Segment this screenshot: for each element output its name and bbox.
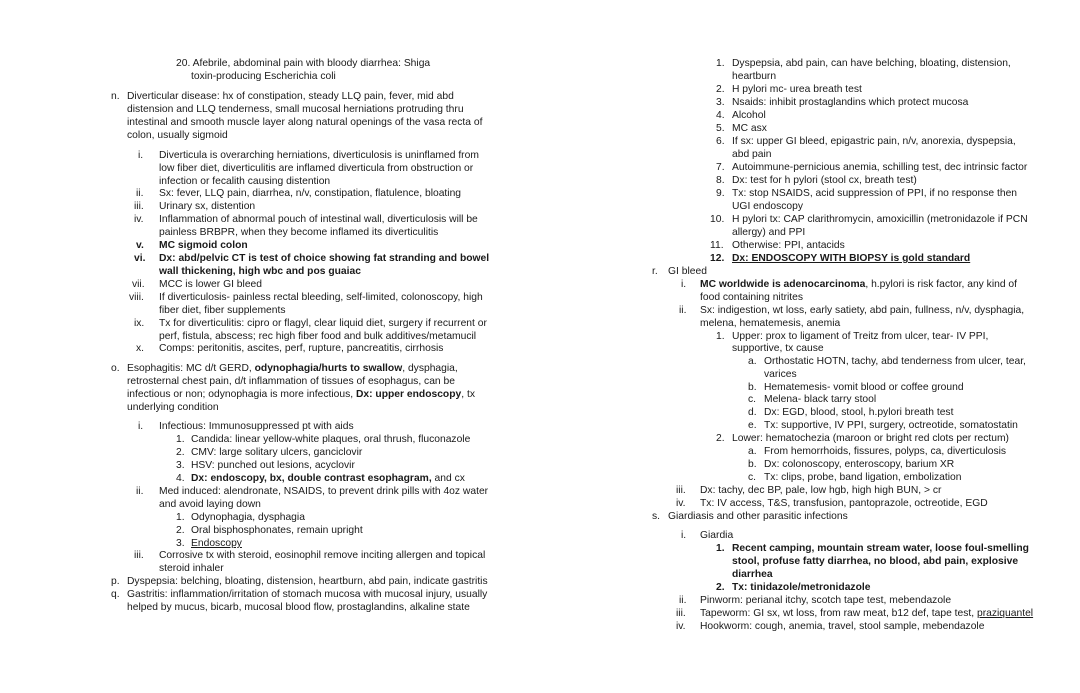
section-s-marker: s.	[652, 511, 661, 522]
n-ix-marker: ix.	[134, 318, 145, 329]
gastritis-line-2: helped by mucus, bicarb, mucosal blood flow, prostaglandins, alkaline state	[127, 602, 470, 613]
upper-line-2: supportive, tx cause	[732, 343, 824, 354]
gi-bleed-title: GI bleed	[668, 266, 707, 277]
tapeworm-line: Tapeworm: GI sx, wt loss, from raw meat, b12 def, tape test, praziquantel	[700, 608, 1034, 619]
giardia-1-marker: 1.	[716, 543, 725, 554]
n-v-marker: v.	[136, 240, 144, 251]
o-ii-line-2: and avoid laying down	[159, 499, 261, 510]
lower-b-marker: b.	[748, 459, 757, 470]
r-iv-line: Tx: IV access, T&S, transfusion, pantoprazole, octreotide, EGD	[700, 498, 988, 509]
list-8-line: Dx: test for h pylori (stool cx, breath test)	[732, 175, 917, 186]
r-i-marker: i.	[681, 279, 687, 290]
esophagitis-line-2: retrosternal chest pain, d/t inflammation of tissues of esophagus, can be	[127, 376, 455, 387]
diverticular-line-1: Diverticular disease: hx of constipation, steady LLQ pain, fever, mid abd	[127, 91, 454, 102]
n-vi-marker: vi.	[134, 253, 146, 264]
list-4-marker: 4.	[716, 110, 725, 121]
item-20-line-1: 20. Afebrile, abdominal pain with bloody diarrhea: Shiga	[176, 58, 431, 69]
list-3-marker: 3.	[716, 97, 725, 108]
r-iv-marker: iv.	[676, 498, 686, 509]
o-i-2-marker: 2.	[176, 447, 185, 458]
giardia-2-line: Tx: tinidazole/metronidazole	[732, 582, 871, 593]
lower-b-line: Dx: colonoscopy, enteroscopy, barium XR	[764, 459, 955, 470]
esophagitis-line-4: underlying condition	[127, 402, 219, 413]
list-9-line-2: UGI endoscopy	[732, 201, 803, 212]
upper-a-marker: a.	[748, 356, 757, 367]
diverticular-line-2: distension and LLQ tenderness, small mucosal herniations protruding thru	[127, 104, 464, 115]
o-ii-2-line: Oral bisphosphonates, remain upright	[191, 525, 363, 536]
list-6-line-2: abd pain	[732, 149, 772, 160]
o-i-marker: i.	[138, 421, 144, 432]
upper-c-line: Melena- black tarry stool	[764, 394, 877, 405]
list-6-marker: 6.	[716, 136, 725, 147]
pinworm-line: Pinworm: perianal itchy, scotch tape test, mebendazole	[700, 595, 952, 606]
lower-c-marker: c.	[748, 472, 757, 483]
list-5-line: MC asx	[732, 123, 767, 134]
r-ii-line-1: Sx: indigestion, wt loss, early satiety, abd pain, fullness, n/v, dysphagia,	[700, 305, 1025, 316]
section-r-marker: r.	[652, 266, 658, 277]
upper-e-marker: e.	[748, 420, 757, 431]
o-ii-marker: ii.	[136, 486, 144, 497]
diverticular-line-4: colon, usually sigmoid	[127, 130, 228, 141]
list-10-line-2: allergy) and PPI	[732, 227, 806, 238]
n-ii-line: Sx: fever, LLQ pain, diarrhea, n/v, constipation, flatulence, bloating	[159, 188, 462, 199]
section-n-marker: n.	[111, 91, 120, 102]
r-iii-line: Dx: tachy, dec BP, pale, low hgb, high high BUN, > cr	[700, 485, 942, 496]
n-iv-line-1: Inflammation of abnormal pouch of intestinal wall, diverticulosis will be	[159, 214, 478, 225]
o-i-1-marker: 1.	[176, 434, 185, 445]
o-i-4-line: Dx: endoscopy, bx, double contrast esophagram, and cx	[191, 473, 465, 484]
o-iii-line-1: Corrosive tx with steroid, eosinophil remove inciting allergen and topical	[159, 550, 486, 561]
lower-c-line: Tx: clips, probe, band ligation, embolization	[764, 472, 962, 483]
r-i-line-2: food containing nitrites	[700, 292, 804, 303]
o-i-4-marker: 4.	[176, 473, 185, 484]
s-i-marker: i.	[681, 530, 687, 541]
n-i-line-3: infection or fecalith causing distention	[159, 176, 331, 187]
list-10-marker: 10.	[710, 214, 725, 225]
o-iii-line-2: steroid inhaler	[159, 563, 224, 574]
n-x-line: Comps: peritonitis, ascites, perf, rupture, pancreatitis, cirrhosis	[159, 343, 444, 354]
lower-line: Lower: hematochezia (maroon or bright red clots per rectum)	[732, 433, 1009, 444]
upper-a-line-2: varices	[764, 369, 797, 380]
list-4-line: Alcohol	[732, 110, 766, 121]
o-ii-2-marker: 2.	[176, 525, 185, 536]
section-o-marker: o.	[111, 363, 120, 374]
list-12-line: Dx: ENDOSCOPY WITH BIOPSY is gold standard	[732, 253, 971, 264]
list-11-line: Otherwise: PPI, antacids	[732, 240, 845, 251]
lower-marker: 2.	[716, 433, 725, 444]
section-p-marker: p.	[111, 576, 120, 587]
o-ii-3-line: Endoscopy	[191, 538, 242, 549]
list-11-marker: 11.	[710, 240, 724, 251]
list-2-marker: 2.	[716, 84, 725, 95]
n-ii-marker: ii.	[136, 188, 144, 199]
n-vi-line-2: wall thickening, high wbc and pos guaiac	[159, 266, 361, 277]
r-ii-line-2: melena, hematemesis, anemia	[700, 318, 841, 329]
list-3-line: Nsaids: inhibit prostaglandins which protect mucosa	[732, 97, 969, 108]
s-i-line: Giardia	[700, 530, 734, 541]
upper-e-line: Tx: supportive, IV PPI, surgery, octreotide, somatostatin	[764, 420, 1018, 431]
upper-d-line: Dx: EGD, blood, stool, h.pylori breath test	[764, 407, 954, 418]
n-viii-line-2: fiber diet, fiber supplements	[159, 305, 286, 316]
item-20-line-2: toxin-producing Escherichia coli	[191, 71, 336, 82]
n-iv-line-2: painless BRBPR, when they become inflamed its diverticulitis	[159, 227, 439, 238]
n-iii-marker: iii.	[134, 201, 144, 212]
n-viii-line-1: If diverticulosis- painless rectal bleeding, self-limited, colonoscopy, high	[159, 292, 483, 303]
list-5-marker: 5.	[716, 123, 725, 134]
o-i-line: Infectious: Immunosuppressed pt with aids	[159, 421, 354, 432]
lower-a-line: From hemorrhoids, fissures, polyps, ca, diverticulosis	[764, 446, 1007, 457]
upper-b-line: Hematemesis- vomit blood or coffee ground	[764, 382, 964, 393]
n-iii-line: Urinary sx, distention	[159, 201, 256, 212]
o-ii-1-line: Odynophagia, dysphagia	[191, 512, 305, 523]
n-ix-line-1: Tx for diverticulitis: cipro or flagyl, clear liquid diet, surgery if recurrent or	[159, 318, 487, 329]
giardia-1-line-3: diarrhea	[732, 569, 773, 580]
n-vii-marker: vii.	[132, 279, 145, 290]
o-ii-1-marker: 1.	[176, 512, 185, 523]
n-x-marker: x.	[136, 343, 145, 354]
diverticular-line-3: intestinal and smooth muscle layer along natural openings of the vasa recta of	[127, 117, 483, 128]
s-ii-marker: ii.	[679, 595, 687, 606]
upper-marker: 1.	[716, 331, 725, 342]
upper-b-marker: b.	[748, 382, 757, 393]
n-v-line: MC sigmoid colon	[159, 240, 248, 251]
esophagitis-line-1: Esophagitis: MC d/t GERD, odynophagia/hurts to swallow, dysphagia,	[127, 363, 458, 374]
n-ix-line-2: perf, fistula, abscess; rec high fiber food and bulk additives/metamucil	[159, 331, 477, 342]
list-9-marker: 9.	[716, 188, 725, 199]
n-vii-line: MCC is lower GI bleed	[159, 279, 262, 290]
upper-line-1: Upper: prox to ligament of Treitz from ulcer, tear- IV PPI,	[732, 331, 989, 342]
o-i-1-line: Candida: linear yellow-white plaques, oral thrush, fluconazole	[191, 434, 471, 445]
n-i-line-2: low fiber diet, diverticulitis are inflamed diverticula from obstruction or	[159, 163, 474, 174]
upper-d-marker: d.	[748, 407, 757, 418]
list-7-marker: 7.	[716, 162, 725, 173]
list-8-marker: 8.	[716, 175, 725, 186]
s-iii-marker: iii.	[676, 608, 686, 619]
o-iii-marker: iii.	[134, 550, 144, 561]
list-1-marker: 1.	[716, 58, 725, 69]
o-i-3-line: HSV: punched out lesions, acyclovir	[191, 460, 355, 471]
lower-a-marker: a.	[748, 446, 757, 457]
list-7-line: Autoimmune-pernicious anemia, schilling test, dec intrinsic factor	[732, 162, 1028, 173]
list-1-line-2: heartburn	[732, 71, 777, 82]
dyspepsia-line: Dyspepsia: belching, bloating, distension, heartburn, abd pain, indicate gastritis	[127, 576, 488, 587]
list-1-line-1: Dyspepsia, abd pain, can have belching, bloating, distension,	[732, 58, 1011, 69]
o-i-3-marker: 3.	[176, 460, 185, 471]
o-ii-3-marker: 3.	[176, 538, 185, 549]
n-viii-marker: viii.	[129, 292, 144, 303]
o-ii-line-1: Med induced: alendronate, NSAIDS, to prevent drink pills with 4oz water	[159, 486, 489, 497]
list-10-line-1: H pylori tx: CAP clarithromycin, amoxicillin (metronidazole if PCN	[732, 214, 1028, 225]
r-i-line-1: MC worldwide is adenocarcinoma, h.pylori is risk factor, any kind of	[700, 279, 1018, 290]
section-q-marker: q.	[111, 589, 120, 600]
giardia-1-line-1: Recent camping, mountain stream water, loose foul-smelling	[732, 543, 1029, 554]
n-i-line-1: Diverticula is overarching herniations, diverticulosis is uninflamed from	[159, 150, 479, 161]
gastritis-line-1: Gastritis: inflammation/irritation of stomach mucosa with mucosal injury, usually	[127, 589, 488, 600]
list-12-marker: 12.	[710, 253, 725, 264]
n-iv-marker: iv.	[134, 214, 144, 225]
o-i-2-line: CMV: large solitary ulcers, ganciclovir	[191, 447, 363, 458]
r-iii-marker: iii.	[676, 485, 686, 496]
list-6-line-1: If sx: upper GI bleed, epigastric pain, n/v, anorexia, dyspepsia,	[732, 136, 1016, 147]
upper-a-line-1: Orthostatic HOTN, tachy, abd tenderness from ulcer, tear,	[764, 356, 1026, 367]
giardiasis-title: Giardiasis and other parasitic infections	[668, 511, 848, 522]
n-i-marker: i.	[138, 150, 144, 161]
list-9-line-1: Tx: stop NSAIDS, acid suppression of PPI, if no response then	[732, 188, 1018, 199]
r-ii-marker: ii.	[679, 305, 687, 316]
giardia-2-marker: 2.	[716, 582, 725, 593]
upper-c-marker: c.	[748, 394, 757, 405]
esophagitis-line-3: infectious or non; odynophagia is more infectious, Dx: upper endoscopy, tx	[127, 389, 475, 400]
s-iv-marker: iv.	[676, 621, 686, 632]
hookworm-line: Hookworm: cough, anemia, travel, stool sample, mebendazole	[700, 621, 985, 632]
n-vi-line-1: Dx: abd/pelvic CT is test of choice showing fat stranding and bowel	[159, 253, 490, 264]
giardia-1-line-2: stool, profuse fatty diarrhea, no blood, abd pain, explosive	[732, 556, 1019, 567]
list-2-line: H pylori mc- urea breath test	[732, 84, 862, 95]
